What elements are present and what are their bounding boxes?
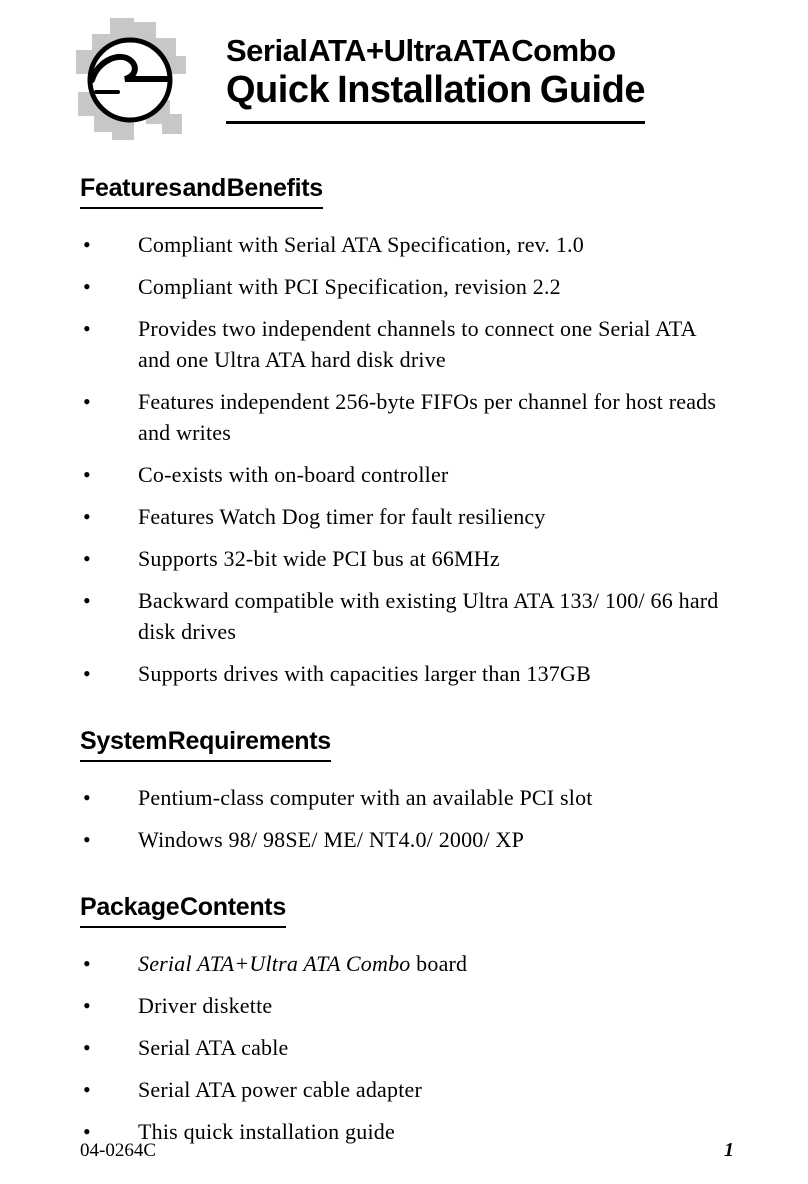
bullet-list <box>80 229 730 689</box>
bullet-text: Compliant with Serial ATA Specification, rev. 1.0 <box>138 232 584 257</box>
bullet-icon: • <box>83 951 91 976</box>
bullet-icon: • <box>83 1077 91 1102</box>
bullet-text: Pentium-class computer with an available PCI slot <box>138 785 593 810</box>
bullet-icon: • <box>83 462 91 487</box>
document-body <box>80 174 730 1147</box>
list-item <box>80 585 730 647</box>
bullet-icon: • <box>83 827 91 852</box>
bullet-list <box>80 948 730 1147</box>
list-item <box>80 990 730 1021</box>
bullet-icon: • <box>83 1035 91 1060</box>
bullet-text: Supports 32-bit wide PCI bus at 66MHz <box>138 546 500 571</box>
bullet-icon: • <box>83 785 91 810</box>
bullet-text: Co-exists with on-board controller <box>138 462 449 487</box>
bullet-icon: • <box>83 546 91 571</box>
bullet-text: Driver diskette <box>138 993 273 1018</box>
bullet-text: Windows 98/ 98SE/ ME/ NT4.0/ 2000/ XP <box>138 827 525 852</box>
section-heading: Package Contents <box>80 893 286 928</box>
bullet-text <box>138 951 467 976</box>
list-item <box>80 386 730 448</box>
list-item <box>80 459 730 490</box>
section <box>80 727 730 855</box>
bullet-text: Provides two independent channels to connect one Serial ATA and one Ultra ATA hard disk drive <box>138 316 696 372</box>
siig-logo-icon <box>70 14 194 144</box>
bullet-text: Serial ATA cable <box>138 1035 289 1060</box>
bullet-text: Backward compatible with existing Ultra ATA 133/ 100/ 66 hard disk drives <box>138 588 719 644</box>
product-name-italic: Serial ATA+Ultra ATA Combo <box>138 951 411 976</box>
list-item <box>80 1032 730 1063</box>
bullet-text: Features independent 256-byte FIFOs per channel for host reads and writes <box>138 389 717 445</box>
list-item <box>80 543 730 574</box>
bullet-icon: • <box>83 661 91 686</box>
bullet-icon: • <box>83 316 91 341</box>
section <box>80 174 730 689</box>
title-block <box>226 14 645 124</box>
bullet-icon: • <box>83 232 91 257</box>
bullet-icon: • <box>83 993 91 1018</box>
section <box>80 893 730 1147</box>
document-number: 04-0264C <box>80 1140 156 1161</box>
bullet-text-segment: board <box>410 951 468 976</box>
document-header <box>70 14 730 144</box>
title-underline-group <box>226 34 645 124</box>
list-item <box>80 501 730 532</box>
bullet-text: Serial ATA power cable adapter <box>138 1077 423 1102</box>
bullet-icon: • <box>83 274 91 299</box>
bullet-text: Compliant with PCI Specification, revision 2.2 <box>138 274 561 299</box>
document-title-line2: Quick Installation Guide <box>226 68 645 111</box>
list-item <box>80 1074 730 1105</box>
list-item <box>80 948 730 979</box>
section-heading: System Requirements <box>80 727 331 762</box>
list-item <box>80 824 730 855</box>
bullet-text: This quick installation guide <box>138 1119 395 1144</box>
list-item <box>80 229 730 260</box>
bullet-text: Supports drives with capacities larger than 137GB <box>138 661 591 686</box>
bullet-icon: • <box>83 389 91 414</box>
page-footer <box>80 1139 734 1162</box>
list-item <box>80 658 730 689</box>
bullet-icon: • <box>83 504 91 529</box>
section-heading: Features and Benefits <box>80 174 323 209</box>
bullet-icon: • <box>83 1119 91 1144</box>
list-item <box>80 313 730 375</box>
bullet-text: Features Watch Dog timer for fault resiliency <box>138 504 546 529</box>
siig-logo <box>70 14 194 144</box>
bullet-list <box>80 782 730 855</box>
bullet-icon: • <box>83 588 91 613</box>
page-number: 1 <box>724 1139 734 1161</box>
list-item <box>80 782 730 813</box>
list-item <box>80 271 730 302</box>
document-title-line1: Serial ATA+Ultra ATA Combo <box>226 33 616 68</box>
